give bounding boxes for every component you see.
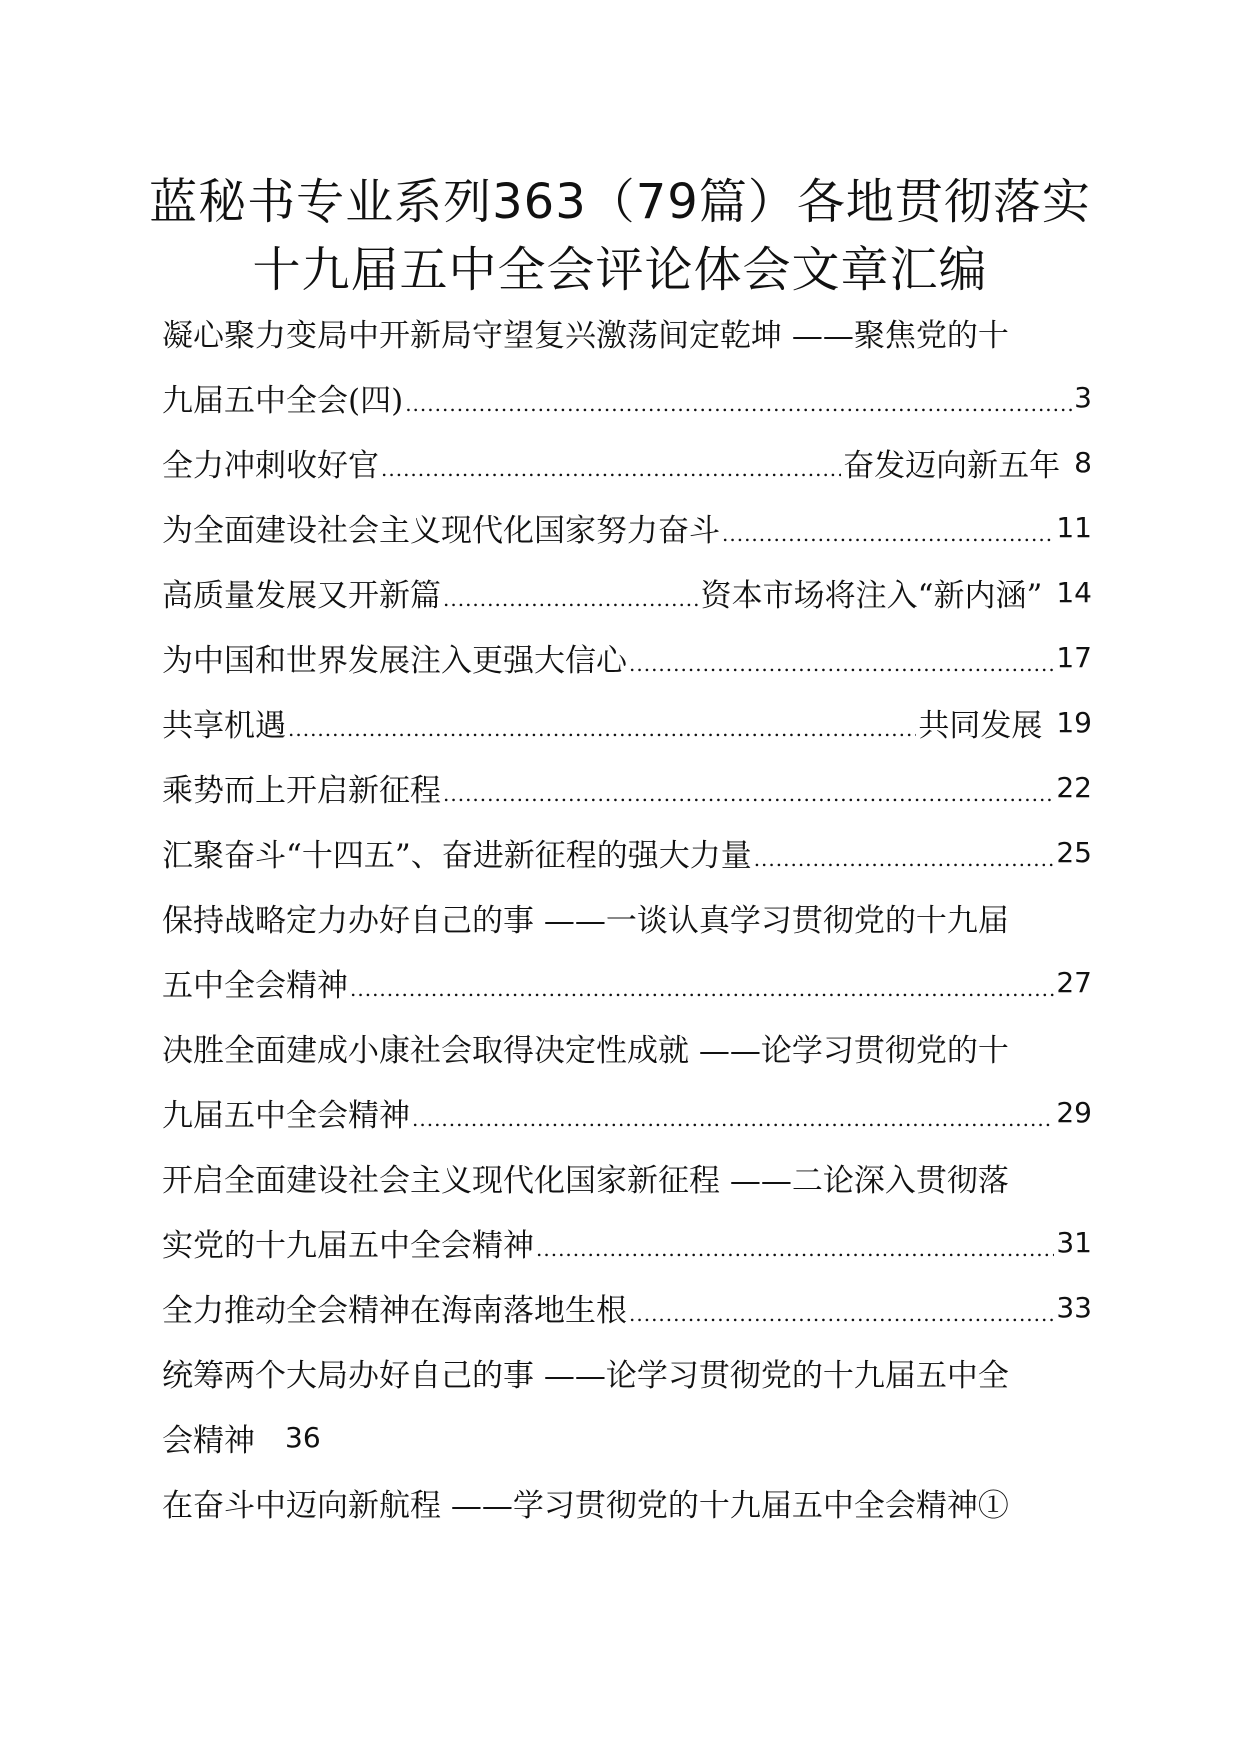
toc-entry-text: 决胜全面建成小康社会取得决定性成就 ——论学习贯彻党的十 — [162, 1033, 1009, 1069]
toc-entry-11-line-1[interactable] — [162, 1145, 1092, 1210]
toc-entry-text-right: 奋发迈向新五年 — [843, 448, 1061, 484]
toc-page-number: 33 — [1056, 1291, 1092, 1324]
toc-entry-13-line-2[interactable] — [162, 1405, 1092, 1470]
toc-page-number: 29 — [1056, 1096, 1092, 1129]
toc-entry-text: 会精神 — [162, 1423, 255, 1459]
toc-page-number: 31 — [1056, 1226, 1092, 1259]
toc-entry-text: 凝心聚力变局中开新局守望复兴激荡间定乾坤 ——聚焦党的十 — [162, 318, 1009, 354]
toc-entry-text-right: 资本市场将注入“新内涵” — [700, 578, 1043, 614]
dot-leader — [722, 522, 1054, 546]
toc-entry-3[interactable] — [162, 495, 1092, 560]
toc-page-number: 27 — [1056, 966, 1092, 999]
toc-entry-text-right: 共同发展 — [918, 708, 1043, 744]
toc-entry-1-line-2[interactable] — [162, 365, 1092, 430]
dot-leader — [381, 457, 841, 481]
toc-entry-text: 实党的十九届五中全会精神 — [162, 1228, 534, 1264]
document-title-line-2: 十九届五中全会评论体会文章汇编 — [252, 242, 988, 298]
toc-entry-text: 乘势而上开启新征程 — [162, 773, 441, 809]
toc-entry-14-line-1[interactable] — [162, 1470, 1092, 1535]
toc-entry-text: 为全面建设社会主义现代化国家努力奋斗 — [162, 513, 720, 549]
table-of-contents — [162, 300, 1092, 1535]
dot-leader — [443, 587, 699, 611]
toc-page-number: 3 — [1074, 381, 1092, 414]
toc-entry-1-line-1[interactable] — [162, 300, 1092, 365]
toc-entry-2[interactable] — [162, 430, 1092, 495]
toc-entry-5[interactable] — [162, 625, 1092, 690]
toc-entry-text: 统筹两个大局办好自己的事 ——论学习贯彻党的十九届五中全 — [162, 1358, 1009, 1394]
toc-entry-text: 共享机遇 — [162, 708, 286, 744]
toc-entry-text: 在奋斗中迈向新航程 ——学习贯彻党的十九届五中全会精神① — [162, 1488, 1009, 1524]
toc-entry-9-line-2[interactable] — [162, 950, 1092, 1015]
toc-entry-6[interactable] — [162, 690, 1092, 755]
toc-entry-11-line-2[interactable] — [162, 1210, 1092, 1275]
dot-leader — [412, 1107, 1054, 1131]
toc-page-number: 19 — [1056, 706, 1092, 739]
toc-entry-4[interactable] — [162, 560, 1092, 625]
document-title-line-1: 蓝秘书专业系列363（79篇）各地贯彻落实 — [149, 174, 1091, 230]
dot-leader — [754, 847, 1055, 871]
toc-entry-9-line-1[interactable] — [162, 885, 1092, 950]
toc-page-number: 22 — [1056, 771, 1092, 804]
toc-page-number: 17 — [1056, 641, 1092, 674]
toc-entry-text: 九届五中全会精神 — [162, 1098, 410, 1134]
dot-leader — [443, 782, 1054, 806]
dot-leader — [629, 652, 1054, 676]
toc-page-number: 11 — [1056, 511, 1092, 544]
dot-leader — [536, 1237, 1054, 1261]
toc-entry-text: 保持战略定力办好自己的事 ——一谈认真学习贯彻党的十九届 — [162, 903, 1009, 939]
toc-entry-text: 全力冲刺收好官 — [162, 448, 379, 484]
toc-entry-8[interactable] — [162, 820, 1092, 885]
dot-leader — [405, 392, 1072, 416]
toc-entry-text: 开启全面建设社会主义现代化国家新征程 ——二论深入贯彻落 — [162, 1163, 1009, 1199]
toc-page-number: 25 — [1056, 836, 1092, 869]
toc-entry-10-line-1[interactable] — [162, 1015, 1092, 1080]
toc-entry-text: 全力推动全会精神在海南落地生根 — [162, 1293, 627, 1329]
toc-entry-12[interactable] — [162, 1275, 1092, 1340]
toc-entry-text: 九届五中全会(四) — [162, 383, 404, 419]
dot-leader — [350, 977, 1054, 1001]
toc-entry-text: 高质量发展又开新篇 — [162, 578, 441, 614]
dot-leader — [629, 1302, 1054, 1326]
toc-entry-13-line-1[interactable] — [162, 1340, 1092, 1405]
toc-page-number: 36 — [285, 1421, 321, 1454]
dot-leader — [288, 717, 916, 741]
toc-entry-text: 五中全会精神 — [162, 968, 348, 1004]
toc-entry-7[interactable] — [162, 755, 1092, 820]
toc-page-number: 14 — [1056, 576, 1092, 609]
toc-entry-text: 为中国和世界发展注入更强大信心 — [162, 643, 627, 679]
toc-entry-text: 汇聚奋斗“十四五”、奋进新征程的强大力量 — [162, 838, 752, 874]
toc-entry-10-line-2[interactable] — [162, 1080, 1092, 1145]
toc-page-number: 8 — [1074, 446, 1092, 479]
